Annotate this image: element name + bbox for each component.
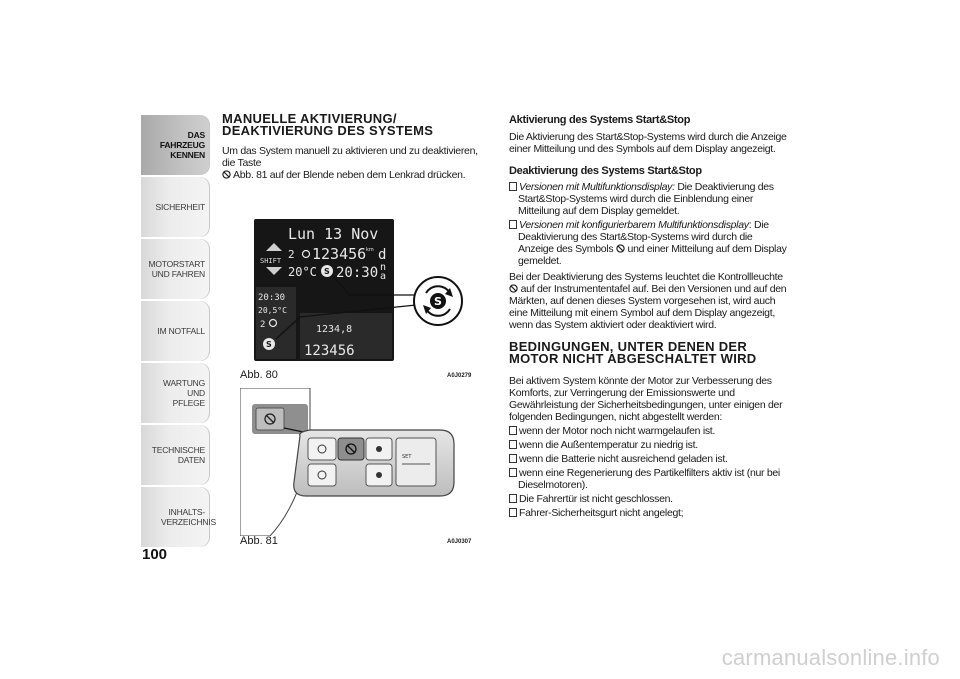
heading-deactivation: Deaktivierung des Systems Start&Stop bbox=[509, 165, 702, 177]
list-item bbox=[509, 507, 789, 519]
text-part: Abb. 81 auf der Blende neben dem Lenkrad drücken. bbox=[233, 169, 466, 181]
svg-text:2: 2 bbox=[288, 248, 295, 261]
figure-81-caption: Abb. 81 bbox=[240, 535, 278, 547]
bullet-italic: Versionen mit Multifunktionsdisplay: bbox=[519, 181, 675, 193]
set-label: SET bbox=[402, 454, 412, 460]
lcd-shift-text: SHIFT bbox=[260, 257, 282, 265]
checkbox-bullet-icon bbox=[509, 440, 517, 449]
conditions-intro: Bei aktivem System könnte der Motor zur Verbesserung des Komforts, zur Verringerung der Emissionswerte und Gewährleistung der Sicherheitsbedingungen, unter einigen der folgenden Bedingungen, nicht abgestellt werden: bbox=[509, 375, 783, 423]
bullet-text: : Die Deaktivierung des Start&Stop-Systems wird durch die Anzeige des Symbols bbox=[518, 219, 769, 255]
list-item bbox=[509, 425, 789, 437]
tab-label: SICHERHEIT bbox=[155, 202, 205, 212]
deactivation-warning-text bbox=[509, 271, 789, 331]
lcd-row2-text: 20,5°C bbox=[258, 306, 287, 315]
lcd-date-text: Lun 13 Nov bbox=[288, 225, 379, 243]
text-part: Bei der Deaktivierung des Systems leuchtet die Kontrollleuchte bbox=[509, 271, 783, 283]
text-part: Um das System manuell zu aktivieren und zu deaktivieren, die Taste bbox=[222, 145, 478, 169]
condition-text: Fahrer-Sicherheitsgurt nicht angelegt; bbox=[519, 507, 684, 519]
tab-das-fahrzeug-kennen[interactable] bbox=[141, 115, 210, 175]
manual-activation-text bbox=[222, 145, 490, 181]
start-stop-off-icon bbox=[222, 170, 231, 179]
tab-label: IM NOTFALL bbox=[157, 326, 205, 336]
lcd-time-text: 20:30 bbox=[336, 265, 379, 281]
switch-panel-illustration bbox=[240, 388, 476, 536]
list-item bbox=[509, 453, 789, 465]
bullet-text: Die Deaktivierung des Start&Stop-Systems wird durch die Einblendung einer Mitteilung auf dem Display gemeldet. bbox=[518, 181, 774, 217]
lcd-total-text: 123456 bbox=[304, 343, 355, 359]
lcd-gear-n: n bbox=[380, 262, 387, 273]
lcd-gear-d: d bbox=[378, 247, 387, 263]
heading-conditions: BEDINGUNGEN, UNTER DENEN DER MOTOR NICHT ABGESCHALTET WIRD bbox=[509, 339, 757, 366]
section-heading-manual: MANUELLE AKTIVIERUNG/ DEAKTIVIERUNG DES SYSTEMS bbox=[222, 111, 434, 138]
instrument-display-illustration bbox=[240, 213, 476, 369]
list-item bbox=[509, 219, 789, 267]
heading-activation: Aktivierung des Systems Start&Stop bbox=[509, 114, 691, 126]
condition-text: wenn eine Regenerierung des Partikelfilters aktiv ist (nur bei Dieselmotoren). bbox=[518, 467, 780, 491]
tab-technische-daten[interactable] bbox=[141, 425, 210, 485]
tab-motorstart-und-fahren[interactable] bbox=[141, 239, 210, 299]
lcd-trip-text: 1234,8 bbox=[316, 324, 353, 335]
lcd-row1-text: 20:30 bbox=[258, 293, 286, 303]
tab-sicherheit[interactable] bbox=[141, 177, 210, 237]
lcd-gear-a: a bbox=[380, 271, 387, 282]
right-column bbox=[509, 114, 789, 519]
checkbox-bullet-icon bbox=[509, 468, 517, 477]
lcd-temp-text: 20°C bbox=[288, 265, 317, 279]
svg-text:S: S bbox=[434, 295, 442, 308]
tab-label: INHALTS-VERZEICHNIS bbox=[161, 507, 216, 527]
tab-im-notfall[interactable] bbox=[141, 301, 210, 361]
bullet-italic: Versionen mit konfigurierbarem Multifunktionsdisplay bbox=[519, 219, 749, 231]
page-number: 100 bbox=[142, 546, 168, 563]
figure-81-code: A0J0307 bbox=[447, 539, 472, 545]
tab-wartung-und-pflege[interactable] bbox=[141, 363, 210, 423]
start-stop-off-icon bbox=[616, 244, 625, 253]
tab-inhaltsverzeichnis[interactable] bbox=[141, 487, 216, 547]
start-stop-off-icon bbox=[509, 284, 518, 293]
lcd-row3-text: 2 bbox=[260, 320, 266, 330]
condition-text: wenn die Außentemperatur zu niedrig ist. bbox=[519, 439, 698, 451]
checkbox-bullet-icon bbox=[509, 494, 517, 503]
list-item bbox=[509, 467, 789, 491]
list-item bbox=[509, 493, 789, 505]
figure-80-code: A0J0279 bbox=[447, 373, 472, 379]
svg-text:S: S bbox=[266, 340, 272, 349]
bullet-text: und einer Mitteilung auf dem Display gemeldet. bbox=[518, 243, 787, 267]
checkbox-bullet-icon bbox=[509, 454, 517, 463]
tab-label: TECHNISCHE DATEN bbox=[151, 445, 205, 465]
activation-text: Die Aktivierung des Start&Stop-Systems wird durch die Anzeige einer Mitteilung und des Symbols auf dem Display angezeigt. bbox=[509, 131, 787, 155]
checkbox-bullet-icon bbox=[509, 426, 517, 435]
watermark: carmanualsonline.info bbox=[721, 645, 940, 670]
text-part: auf der Instrumententafel auf. Bei den Versionen und auf den Märkten, auf denen dieses System vorgesehen ist, wird auch eine Mitteilung mit einem Symbol auf dem Display angezeigt, wenn das System aktiviert oder deaktiviert wird. bbox=[509, 283, 787, 331]
lcd-odometer-text: 123456 bbox=[312, 245, 367, 263]
tab-label: DAS FAHRZEUG KENNEN bbox=[159, 130, 205, 160]
checkbox-bullet-icon bbox=[509, 182, 517, 191]
tab-label: MOTORSTART UND FAHREN bbox=[148, 259, 205, 279]
svg-text:S: S bbox=[324, 267, 330, 276]
tab-label: WARTUNG UND PFLEGE bbox=[162, 378, 205, 408]
condition-text: Die Fahrertür ist nicht geschlossen. bbox=[519, 493, 673, 505]
condition-text: wenn der Motor noch nicht warmgelaufen ist. bbox=[519, 425, 716, 437]
list-item bbox=[509, 439, 789, 451]
list-item bbox=[509, 181, 789, 217]
checkbox-bullet-icon bbox=[509, 220, 517, 229]
condition-text: wenn die Batterie nicht ausreichend geladen ist. bbox=[519, 453, 728, 465]
checkbox-bullet-icon bbox=[509, 508, 517, 517]
lcd-km-unit: km bbox=[366, 247, 374, 253]
figure-80-caption: Abb. 80 bbox=[240, 369, 278, 381]
